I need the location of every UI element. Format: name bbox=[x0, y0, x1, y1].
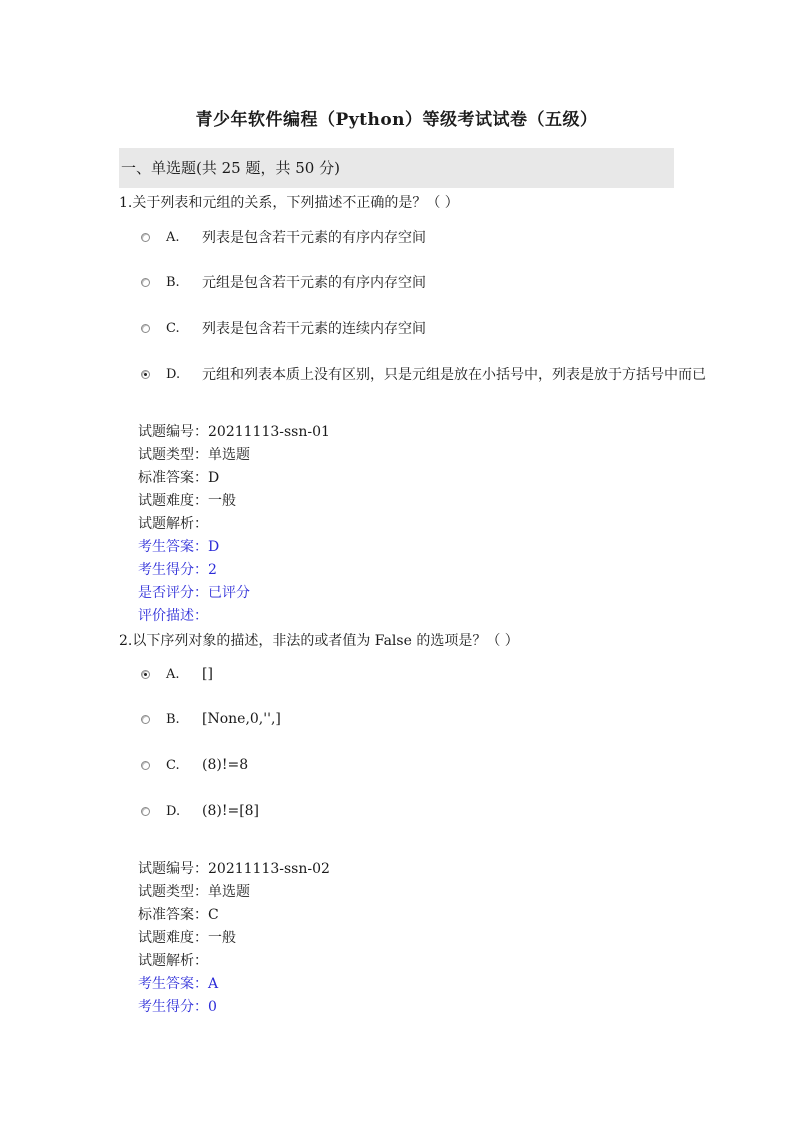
radio-checked-icon[interactable] bbox=[141, 370, 150, 379]
option-text: [] bbox=[202, 666, 213, 682]
meta-difficulty: 试题难度：一般 bbox=[138, 930, 236, 946]
question-1-stem: 1.关于列表和元组的关系，下列描述不正确的是？（ ） bbox=[119, 195, 459, 211]
meta-question-id: 试题编号：20211113-ssn-01 bbox=[138, 424, 330, 440]
radio-unchecked-icon[interactable] bbox=[141, 233, 150, 242]
meta-question-id: 试题编号：20211113-ssn-02 bbox=[138, 861, 330, 877]
option-text: 列表是包含若干元素的连续内存空间 bbox=[202, 321, 426, 337]
meta-analysis: 试题解析： bbox=[138, 516, 208, 532]
meta-analysis: 试题解析： bbox=[138, 953, 208, 969]
radio-unchecked-icon[interactable] bbox=[141, 807, 150, 816]
option-letter: A. bbox=[166, 666, 180, 682]
option-letter: B. bbox=[166, 711, 180, 727]
radio-checked-icon[interactable] bbox=[141, 670, 150, 679]
meta-graded: 是否评分：已评分 bbox=[138, 585, 250, 601]
meta-question-type: 试题类型：单选题 bbox=[138, 884, 250, 900]
question-2-option-c[interactable] bbox=[141, 755, 248, 775]
meta-standard-answer: 标准答案：D bbox=[138, 470, 220, 486]
question-2-option-b[interactable] bbox=[141, 709, 281, 729]
meta-evaluation: 评价描述： bbox=[138, 608, 208, 624]
option-letter: B. bbox=[166, 274, 180, 290]
option-letter: D. bbox=[166, 366, 181, 382]
meta-question-type: 试题类型：单选题 bbox=[138, 447, 250, 463]
exam-title: 青少年软件编程（Python）等级考试试卷（五级） bbox=[195, 110, 598, 130]
section-header: 一、单选题(共 25 题，共 50 分) bbox=[119, 148, 674, 188]
radio-unchecked-icon[interactable] bbox=[141, 761, 150, 770]
question-1-option-b[interactable] bbox=[141, 272, 426, 292]
option-letter: C. bbox=[166, 757, 180, 773]
question-1-option-a[interactable] bbox=[141, 227, 426, 247]
option-letter: C. bbox=[166, 320, 180, 336]
meta-candidate-score: 考生得分：0 bbox=[138, 999, 217, 1015]
radio-unchecked-icon[interactable] bbox=[141, 278, 150, 287]
option-text: 元组和列表本质上没有区别，只是元组是放在小括号中，列表是放于方括号中而已 bbox=[202, 367, 706, 383]
option-text: (8)!=[8] bbox=[202, 803, 260, 819]
meta-candidate-score: 考生得分：2 bbox=[138, 562, 217, 578]
option-text: (8)!=8 bbox=[202, 757, 249, 773]
meta-candidate-answer: 考生答案：A bbox=[138, 976, 219, 992]
question-2-option-a[interactable] bbox=[141, 664, 213, 684]
question-1-option-d[interactable] bbox=[141, 364, 706, 384]
radio-unchecked-icon[interactable] bbox=[141, 715, 150, 724]
meta-difficulty: 试题难度：一般 bbox=[138, 493, 236, 509]
option-letter: A. bbox=[166, 229, 180, 245]
question-2-stem: 2.以下序列对象的描述，非法的或者值为 False 的选项是？（ ） bbox=[119, 633, 519, 649]
option-text: [None,0,'',] bbox=[202, 711, 281, 727]
radio-unchecked-icon[interactable] bbox=[141, 324, 150, 333]
option-text: 列表是包含若干元素的有序内存空间 bbox=[202, 230, 426, 246]
question-1-meta bbox=[138, 421, 330, 628]
question-1-option-c[interactable] bbox=[141, 318, 426, 338]
meta-candidate-answer: 考生答案：D bbox=[138, 539, 220, 555]
meta-standard-answer: 标准答案：C bbox=[138, 907, 219, 923]
option-text: 元组是包含若干元素的有序内存空间 bbox=[202, 275, 426, 291]
question-2-option-d[interactable] bbox=[141, 801, 259, 821]
option-letter: D. bbox=[166, 803, 181, 819]
question-2-meta bbox=[138, 858, 330, 1019]
